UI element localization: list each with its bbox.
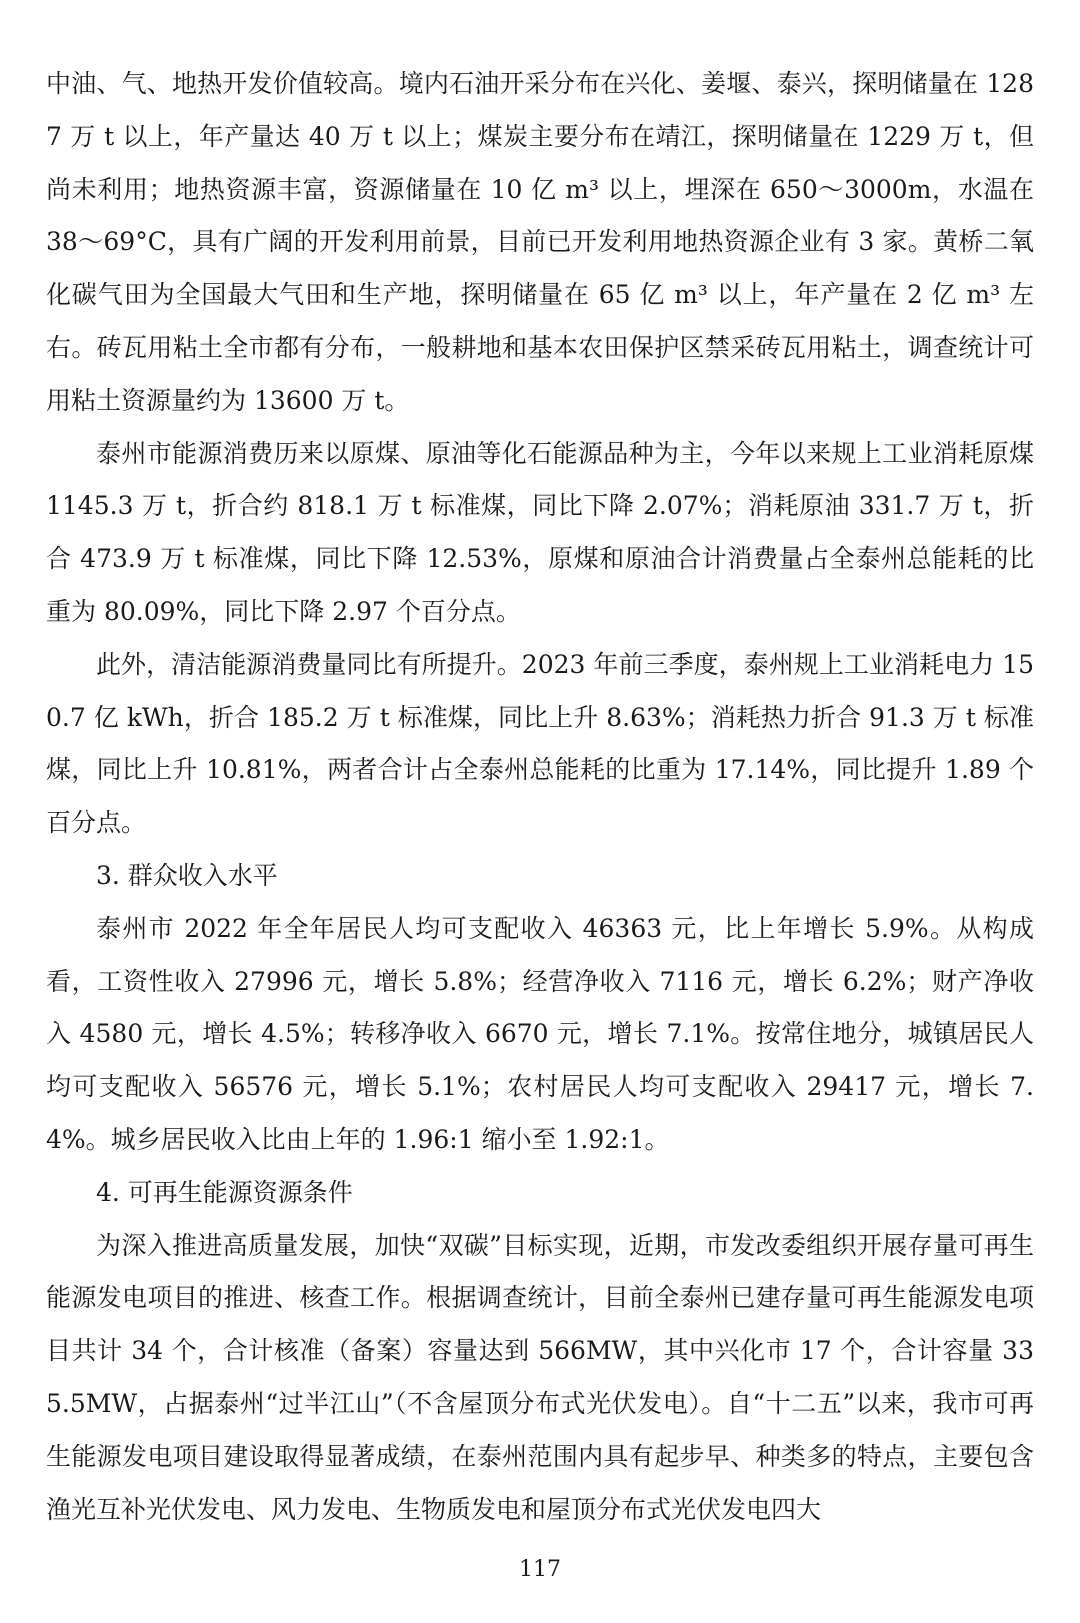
paragraph-fossil-energy-consumption: 泰州市能源消费历来以原煤、原油等化石能源品种为主，今年以来规上工业消耗原煤 1145.3 万 t，折合约 818.1 万 t 标准煤，同比下降 2.07%；消耗原油 331.7 万 t，折合 473.9 万 t 标准煤，同比下降 12.53%，原煤和原油合计消费量占全泰州总能耗的比重为 80.09%，同比下降 2.97 个百分点。 [46,438,1034,626]
paragraph-mineral-resources: 中油、气、地热开发价值较高。境内石油开采分布在兴化、姜堰、泰兴，探明储量在 1287 万 t 以上，年产量达 40 万 t 以上；煤炭主要分布在靖江，探明储量在 1229 万 t，但尚未利用；地热资源丰富，资源储量在 10 亿 m³ 以上，埋深在 650～3000m，水温在 38～69°C，具有广阔的开发利用前景，目前已开发利用地热资源企业有 3 家。黄桥二氧化碳气田为全国最大气田和生产地，探明储量在 65 亿 m³ 以上，年产量在 2 亿 m³ 左右。砖瓦用粘土全市都有分布，一般耕地和基本农田保护区禁采砖瓦用粘土，调查统计可用粘土资源量约为 13600 万 t。 [46,69,1034,415]
paragraph-resident-income: 泰州市 2022 年全年居民人均可支配收入 46363 元，比上年增长 5.9%。从构成看，工资性收入 27996 元，增长 5.8%；经营净收入 7116 元，增长 6.2%；财产净收入 4580 元，增长 4.5%；转移净收入 6670 元，增长 7.1%。按常住地分，城镇居民人均可支配收入 56576 元，增长 5.1%；农村居民人均可支配收入 29417 元，增长 7.4%。城乡居民收入比由上年的 1.96:1 缩小至 1.92:1。 [46,913,1034,1154]
section-heading-income: 3. 群众收入水平 [96,860,278,890]
page-number: 117 [519,1557,561,1582]
section-heading-renewable: 4. 可再生能源资源条件 [96,1177,353,1207]
document-body [46,58,1034,1536]
paragraph-renewable-projects: 为深入推进高质量发展，加快“双碳”目标实现，近期，市发改委组织开展存量可再生能源发电项目的推进、核查工作。根据调查统计，目前全泰州已建存量可再生能源发电项目共计 34 个，合计核准（备案）容量达到 566MW，其中兴化市 17 个，合计容量 335.5MW，占据泰州“过半江山”（不含屋顶分布式光伏发电）。自“十二五”以来，我市可再生能源发电项目建设取得显著成绩，在泰州范围内具有起步早、种类多的特点，主要包含渔光互补光伏发电、风力发电、生物质发电和屋顶分布式光伏发电四大 [46,1230,1034,1524]
paragraph-clean-energy-consumption: 此外，清洁能源消费量同比有所提升。2023 年前三季度，泰州规上工业消耗电力 150.7 亿 kWh，折合 185.2 万 t 标准煤，同比上升 8.63%；消耗热力折合 91.3 万 t 标准煤，同比上升 10.81%，两者合计占全泰州总能耗的比重为 17.14%，同比提升 1.89 个百分点。 [46,649,1034,838]
